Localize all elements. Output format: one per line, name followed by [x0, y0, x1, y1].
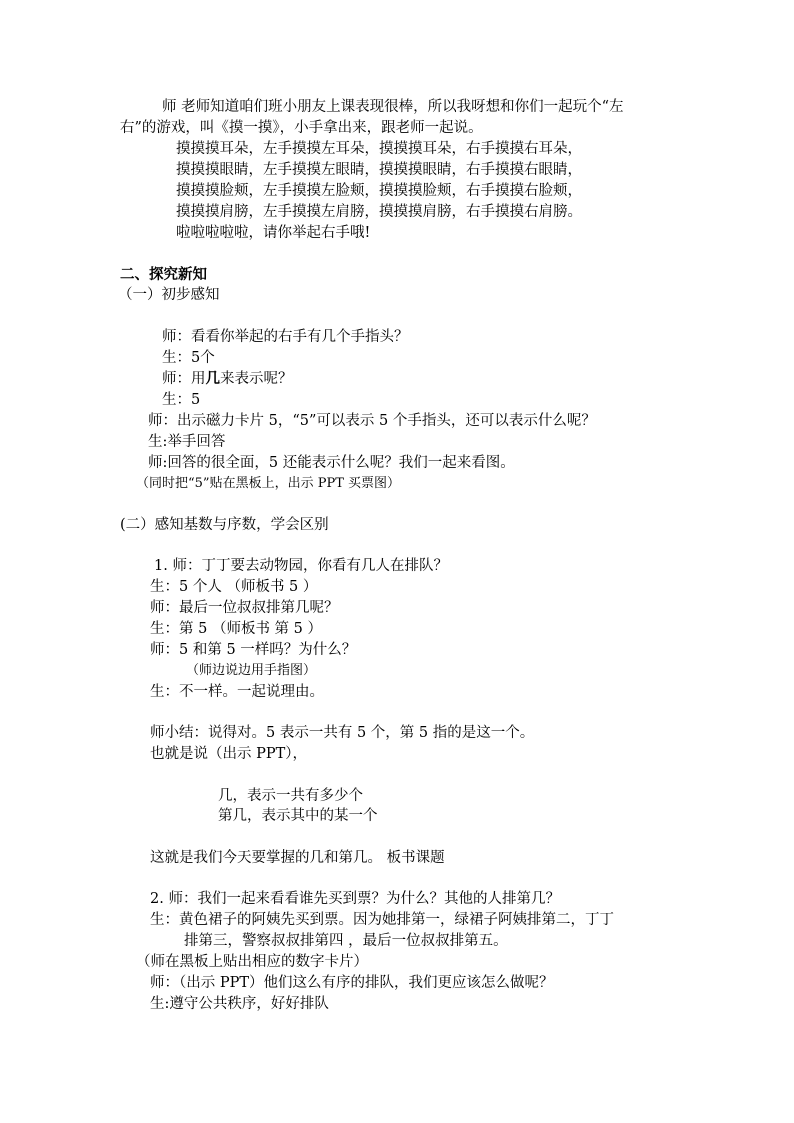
- part1-heading: （一）初步感知: [118, 287, 220, 303]
- dialog-line: 师：出示磁力卡片 5，“5”可以表示 5 个手指头，还可以表示什么呢？: [148, 413, 596, 429]
- rhyme-line-1: 摸摸摸耳朵，左手摸摸左耳朵，摸摸摸耳朵，右手摸摸右耳朵，: [176, 141, 582, 157]
- definition-line: 第几，表示其中的某一个: [218, 808, 378, 824]
- dialog-line: 生：5: [162, 392, 201, 408]
- section-heading: 二、探究新知: [120, 266, 207, 283]
- dialog-line: 师：（出示 PPT）他们这么有序的排队，我们更应该怎么做呢？: [150, 975, 554, 991]
- definition-line: 几，表示一共有多少个: [218, 788, 363, 804]
- summary-line: 师小结：说得对。5 表示一共有 5 个，第 5 指的是这一个。: [150, 725, 535, 741]
- rhyme-line-5: 啦啦啦啦啦，请你举起右手哦!: [176, 225, 371, 241]
- dialog-line: 生:遵守公共秩序，好好排队: [150, 996, 329, 1012]
- topic-line: 这就是我们今天要掌握的几和第几。 板书课题: [150, 850, 445, 866]
- part2-heading: (二）感知基数与序数，学会区别: [120, 517, 329, 533]
- dialog-line: 师：最后一位叔叔排第几呢？: [150, 600, 339, 616]
- dialog-line: 2. 师：我们一起来看看谁先买到票？为什么？其他的人排第几？: [150, 891, 560, 907]
- stage-note: （师在黑板上贴出相应的数字卡片）: [136, 954, 368, 970]
- dialog-line: 生：不一样。一起说理由。: [150, 684, 324, 700]
- rhyme-line-3: 摸摸摸脸颊，左手摸摸左脸颊，摸摸摸脸颊，右手摸摸右脸颊，: [176, 183, 582, 199]
- dialog-line: 生：5 个人 （师板书 5 ）: [150, 579, 318, 595]
- summary-line: 也就是说（出示 PPT），: [150, 746, 308, 762]
- dialog-line-ask: [162, 369, 293, 389]
- dialog-line: 师：5 和第 5 一样吗？为什么？: [150, 642, 357, 658]
- dialog-line: 生:举手回答: [148, 434, 226, 450]
- ask-bold-word: 几: [205, 370, 220, 387]
- rhyme-line-4: 摸摸摸肩膀，左手摸摸左肩膀，摸摸摸肩膀，右手摸摸右肩膀。: [176, 204, 582, 220]
- intro-line-2: 右”的游戏，叫《摸一摸》，小手拿出来，跟老师一起说。: [120, 120, 483, 136]
- rhyme-line-2: 摸摸摸眼睛，左手摸摸左眼睛，摸摸摸眼睛，右手摸摸右眼睛，: [176, 162, 582, 178]
- stage-note: （师边说边用手指图）: [186, 663, 317, 678]
- dialog-line: 生：5个: [162, 350, 215, 366]
- dialog-line: 1. 师：丁丁要去动物园，你看有几人在排队？: [154, 558, 448, 574]
- dialog-line: 生：第 5 （师板书 第 5 ）: [150, 621, 322, 637]
- dialog-line: 排第三，警察叔叔排第四 ，最后一位叔叔排第五。: [184, 933, 508, 949]
- ask-suffix: 来表示呢？: [220, 371, 293, 387]
- dialog-line: 师:回答的很全面，5 还能表示什么呢？我们一起来看图。: [148, 455, 515, 471]
- dialog-line: 生：黄色裙子的阿姨先买到票。因为她排第一，绿裙子阿姨排第二，丁丁: [150, 912, 614, 928]
- dialog-line: 师：看看你举起的右手有几个手指头？: [162, 329, 409, 345]
- ask-prefix: 师：用: [162, 371, 206, 387]
- stage-note: （同时把“5”贴在黑板上，出示 PPT 买票图）: [136, 476, 400, 491]
- intro-line-1: 师 老师知道咱们班小朋友上课表现很棒，所以我呀想和你们一起玩个“左: [162, 99, 624, 115]
